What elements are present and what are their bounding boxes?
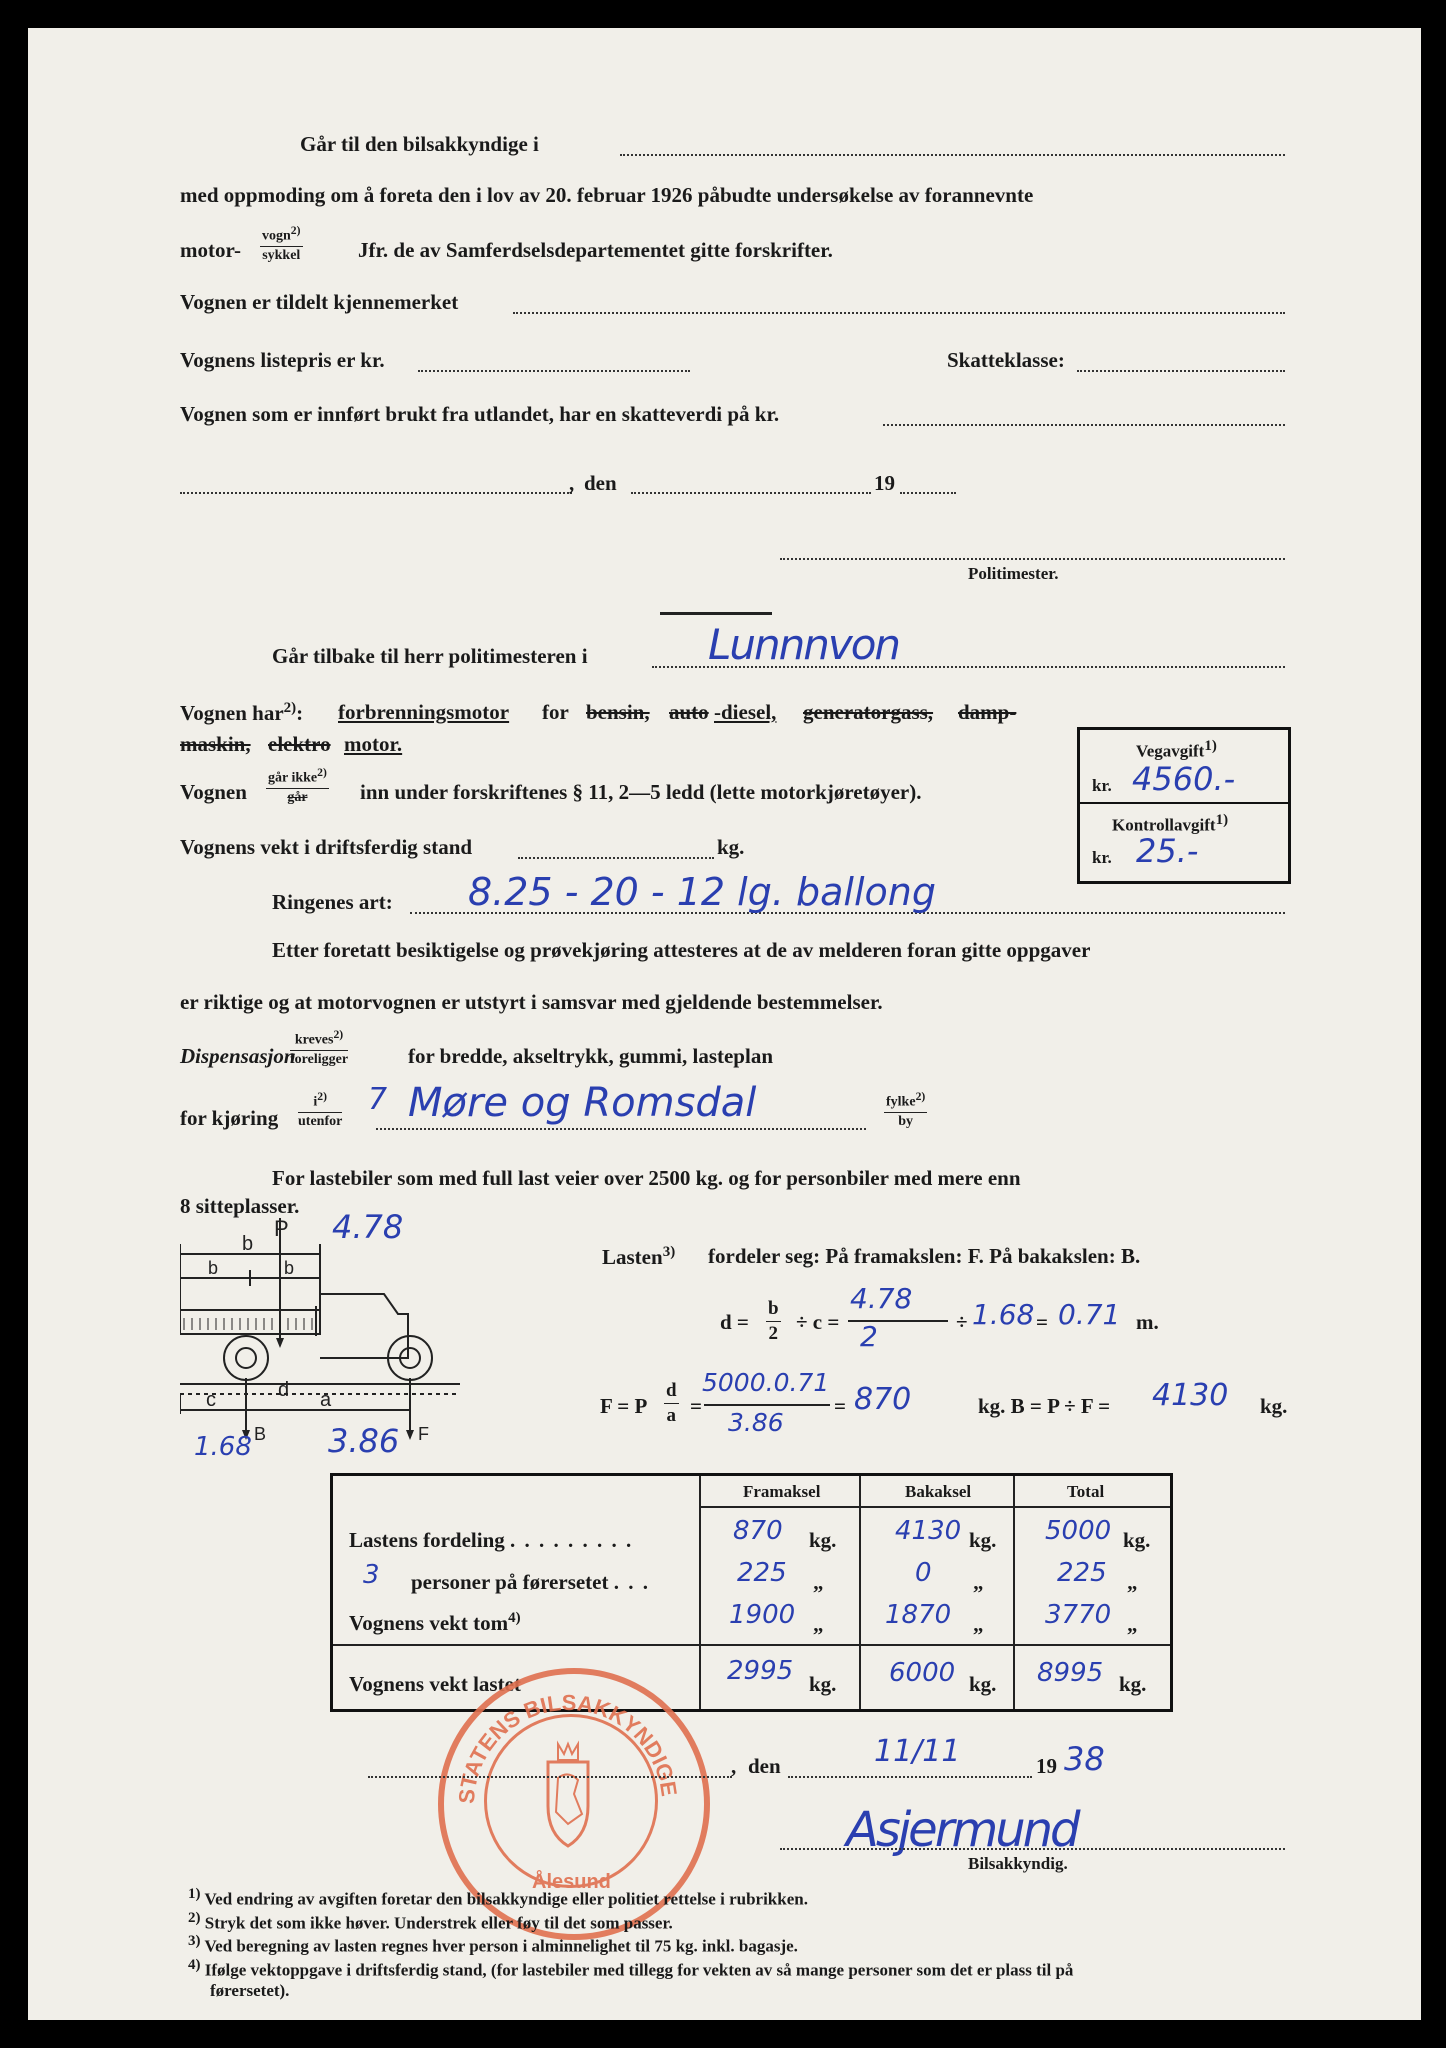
hw-kontroll: 25.- (1136, 832, 1199, 870)
row4-rear-unit: kg. (969, 1672, 997, 1696)
lion-icon (556, 1774, 582, 1824)
diagram-b2-left: b (208, 1258, 219, 1278)
row2-prefix: 3 (363, 1560, 380, 1590)
dispensasjon-label: Dispensasjon (180, 1044, 296, 1068)
col-divider-2 (859, 1476, 861, 1709)
hw-P: 4.78 (332, 1208, 404, 1246)
lastebiler-line1: For lastebiler som med full last veier over 2500 kg. og for personbiler med mere enn (272, 1166, 1021, 1190)
hw-d-result: 0.71 (1058, 1298, 1121, 1331)
row4-front-unit: kg. (809, 1672, 837, 1696)
stamp-top-text: STATENS BILSAKKYNDIGE (453, 1689, 682, 1805)
diagram-a: a (320, 1389, 332, 1411)
fee-box (1077, 727, 1291, 884)
signoff-den: den (748, 1754, 781, 1778)
hw-B-result: 4130 (1152, 1378, 1229, 1413)
footnote-1: $^{1)}$ Ved endring av avgiften foretar den bilsakkyndige eller politiet rettelse i rubrikken. (188, 1886, 808, 1909)
kontrollavgift-label: Kontrollavgift$^{1)}$ (1112, 812, 1229, 835)
vekt-label: Vognens vekt i driftsferdig stand (180, 835, 473, 859)
fylke-by-fraction: fylke$^{2)}$ by (886, 1090, 926, 1129)
col-divider-1 (699, 1476, 701, 1709)
row1-rear: 4130 (895, 1516, 962, 1546)
line-oppmoding: med oppmoding om å foreta den i lov av 20. februar 1926 påbudte undersøkelse av forannevnte (180, 183, 1034, 207)
row2-label: personer på førersetet . . . (411, 1570, 650, 1594)
for-kjoring: for kjøring (180, 1106, 279, 1130)
maskin-struck: maskin, (180, 732, 251, 756)
signoff-comma: , (731, 1754, 737, 1778)
row3-label: Vognens vekt tom$^{4)}$ (349, 1610, 521, 1635)
damp-struck: damp- (958, 700, 1017, 724)
header-total: Total (1067, 1482, 1105, 1501)
field-kjennemerke[interactable] (513, 312, 1285, 314)
field-year[interactable] (900, 492, 956, 494)
header-divider (699, 1506, 1170, 1508)
attest-line1: Etter foretatt besiktigelse og prøvekjøring attesteres at de av melderen foran gitte oppgaver (272, 938, 1091, 962)
footnote-3: $^{3)}$ Ved beregning av lasten regnes hver person i alminnelighet til 75 kg. inkl. bagasje. (188, 1933, 798, 1956)
field-tilbake[interactable] (652, 666, 1285, 668)
vognen-word: Vognen (180, 780, 247, 804)
diagram-d: d (278, 1379, 290, 1401)
d-unit: m. (1136, 1310, 1159, 1334)
skatteklasse-label: Skatteklasse: (947, 348, 1065, 372)
row-divider (333, 1644, 1170, 1646)
row3-front-unit: „ (813, 1612, 824, 1636)
b-over-2: $\frac{b}{2}$ (768, 1298, 779, 1344)
diagram-b: b (242, 1233, 254, 1255)
comma: , (569, 471, 575, 495)
tilbake-label: Går tilbake til herr politimesteren i (272, 644, 588, 668)
col-divider-3 (1013, 1476, 1015, 1709)
dispensasjon-rest: for bredde, akseltrykk, gummi, lasteplan (408, 1044, 773, 1068)
document-page (28, 28, 1421, 2020)
row4-rear: 6000 (889, 1658, 956, 1688)
field-fylke[interactable] (376, 1128, 866, 1130)
vegavgift-label: Vegavgift$^{1)}$ (1136, 738, 1217, 761)
diagram-c: c (206, 1389, 216, 1411)
motor-rest: Jfr. de av Samferdselsdepartementet gitte forskrifter. (358, 238, 833, 262)
motor-type: forbrenningsmotor (338, 700, 510, 724)
diagram-F: F (418, 1424, 429, 1444)
row2-rear-unit: „ (973, 1570, 984, 1594)
motor-suffix: motor. (344, 732, 403, 756)
row3-total-unit: „ (1127, 1612, 1138, 1636)
field-skatteverdi[interactable] (883, 424, 1285, 426)
hw-signature: Asjermund (846, 1802, 1078, 1858)
elektro-struck: elektro (268, 732, 331, 756)
gar-fraction: går ikke$^{2)}$ går (268, 766, 327, 805)
vegavgift-kr: kr. (1092, 776, 1112, 795)
fee-divider (1080, 802, 1288, 804)
diagram-b2-right: b (284, 1258, 295, 1278)
hw-c-value: 1.68 (194, 1432, 252, 1462)
row4-total: 8995 (1037, 1658, 1104, 1688)
row3-rear: 1870 (885, 1600, 952, 1630)
skatteverdi-label: Vognen som er innført brukt fra utlandet, har en skatteverdi på kr. (180, 402, 780, 426)
row2-front: 225 (737, 1558, 787, 1588)
field-signoff-date[interactable] (788, 1776, 1032, 1778)
field-vekt[interactable] (518, 857, 714, 859)
hw-F-num: 5000.0.71 (702, 1368, 830, 1397)
minus-c: ÷ c = (796, 1310, 840, 1334)
motor-fraction: vogn$^{2)}$ sykkel (262, 224, 301, 263)
field-bilsakkyndige[interactable] (620, 154, 1285, 156)
vekt-kg: kg. (717, 835, 745, 859)
ringenes-label: Ringenes art: (272, 890, 393, 914)
footnote-2: $^{2)}$ Stryk det som ikke høver. Understrek eller føy til det som passer. (188, 1909, 673, 1933)
diagram-P: P (274, 1218, 289, 1241)
auto-struck: auto (669, 700, 709, 724)
den-label: den (584, 471, 617, 495)
kg-b-eq: kg. B = P ÷ F = (978, 1394, 1111, 1418)
diesel: -diesel, (714, 700, 777, 724)
row3-front: 1900 (729, 1600, 796, 1630)
header-framaksel: Framaksel (743, 1482, 821, 1501)
field-politimester-sign[interactable] (780, 558, 1285, 560)
politimester-label: Politimester. (968, 564, 1059, 583)
header-bakaksel: Bakaksel (905, 1482, 972, 1501)
field-place[interactable] (180, 492, 572, 494)
kjennemerke-label: Vognen er tildelt kjennemerket (180, 290, 459, 314)
row1-total-unit: kg. (1123, 1528, 1151, 1552)
row1-rear-unit: kg. (969, 1528, 997, 1552)
row1-front-unit: kg. (809, 1528, 837, 1552)
field-date[interactable] (631, 492, 871, 494)
row4-label: Vognens vekt lastet (349, 1672, 521, 1696)
d-eq: d = (720, 1310, 749, 1334)
b-unit: kg. (1260, 1394, 1288, 1418)
footnote-4: $^{4)}$ Ifølge vektoppgave i driftsferdig stand, (for lastebiler med tillegg for vekten av så mange personer som det er plass til på (188, 1956, 1074, 1980)
bilsakkyndig-label: Bilsakkyndig. (968, 1854, 1068, 1873)
d-minus: ÷ (956, 1310, 968, 1334)
underline-mark (660, 612, 772, 615)
hw-d-num: 4.78 (850, 1282, 913, 1315)
vognen-har: Vognen har$^{2)}$: (180, 700, 304, 725)
hw-i-mark: 7 (368, 1082, 388, 1117)
hw-date: 11/11 (874, 1734, 961, 1769)
row3-rear-unit: „ (973, 1612, 984, 1636)
listepris-label: Vognens listepris er kr. (180, 348, 385, 372)
year-prefix: 19 (874, 471, 895, 495)
row2-rear: 0 (915, 1558, 932, 1588)
f-fraction-bar (704, 1404, 830, 1406)
stamp-text-ring (444, 1674, 692, 1922)
hw-a-value: 3.86 (328, 1422, 400, 1460)
field-signature[interactable] (780, 1848, 1285, 1850)
footnote-4-cont: førersetet). (210, 1980, 290, 2000)
field-signoff-place[interactable] (368, 1776, 732, 1778)
row1-label: Lastens fordeling . . . . . . . . . (349, 1528, 634, 1552)
row3-total: 3770 (1045, 1600, 1112, 1630)
row2-total: 225 (1057, 1558, 1107, 1588)
stamp-bottom-text: Ålesund (532, 1871, 611, 1893)
d-over-a: $\frac{d}{a}$ (666, 1380, 677, 1426)
footnotes (188, 1886, 1073, 2001)
f-eq2: = (690, 1394, 702, 1418)
signoff-year-prefix: 19 (1036, 1754, 1057, 1778)
for-word: for (542, 700, 569, 724)
field-skatteklasse[interactable] (1077, 370, 1285, 372)
motor-prefix: motor- (180, 238, 242, 262)
row1-total: 5000 (1045, 1516, 1112, 1546)
hw-year: 38 (1064, 1740, 1105, 1778)
bensin-struck: bensin, (586, 700, 650, 724)
crown-icon (558, 1744, 578, 1760)
field-listepris[interactable] (418, 370, 690, 372)
generatorgass-struck: generatorgass, (803, 700, 934, 724)
f-eq: F = P (600, 1394, 648, 1418)
hw-politimester-place: Lunnnvon (708, 620, 900, 669)
kreves-fraction: kreves$^{2)}$ foreligger (290, 1028, 349, 1067)
hw-F-result: 870 (854, 1382, 912, 1417)
line-gar-til: Går til den bilsakkyndige i (300, 132, 539, 156)
attest-line2: er riktige og at motorvognen er utstyrt i samsvar med gjeldende bestemmelser. (180, 990, 883, 1014)
forskrift-text: inn under forskriftenes § 11, 2—5 ledd (lette motorkjøretøyer). (360, 780, 922, 804)
lastebiler-line2: 8 sitteplasser. (180, 1194, 300, 1218)
hw-vegavgift: 4560.- (1132, 760, 1236, 798)
diagram-B: B (254, 1424, 267, 1444)
row4-total-unit: kg. (1119, 1672, 1147, 1696)
lasten-label: Lasten$^{3)}$ (602, 1244, 676, 1269)
row4-front: 2995 (727, 1656, 794, 1686)
hw-F-den: 3.86 (728, 1408, 784, 1437)
hw-d-minus: 1.68 (972, 1298, 1035, 1331)
lasten-rest: fordeler seg: På framakslen: F. På bakakslen: B. (708, 1244, 1141, 1268)
d-eq2: = (1036, 1310, 1048, 1334)
hw-fylke: Møre og Romsdal (408, 1080, 757, 1126)
kontroll-kr: kr. (1092, 848, 1112, 867)
row2-front-unit: „ (813, 1570, 824, 1594)
i-utenfor-fraction: $i^{2)}$ utenfor (298, 1090, 343, 1129)
f-eq3: = (834, 1394, 846, 1418)
hw-d-den: 2 (860, 1320, 878, 1353)
row1-front: 870 (733, 1516, 783, 1546)
row2-total-unit: „ (1127, 1570, 1138, 1594)
hw-ringenes: 8.25 - 20 - 12 lg. ballong (468, 870, 936, 914)
